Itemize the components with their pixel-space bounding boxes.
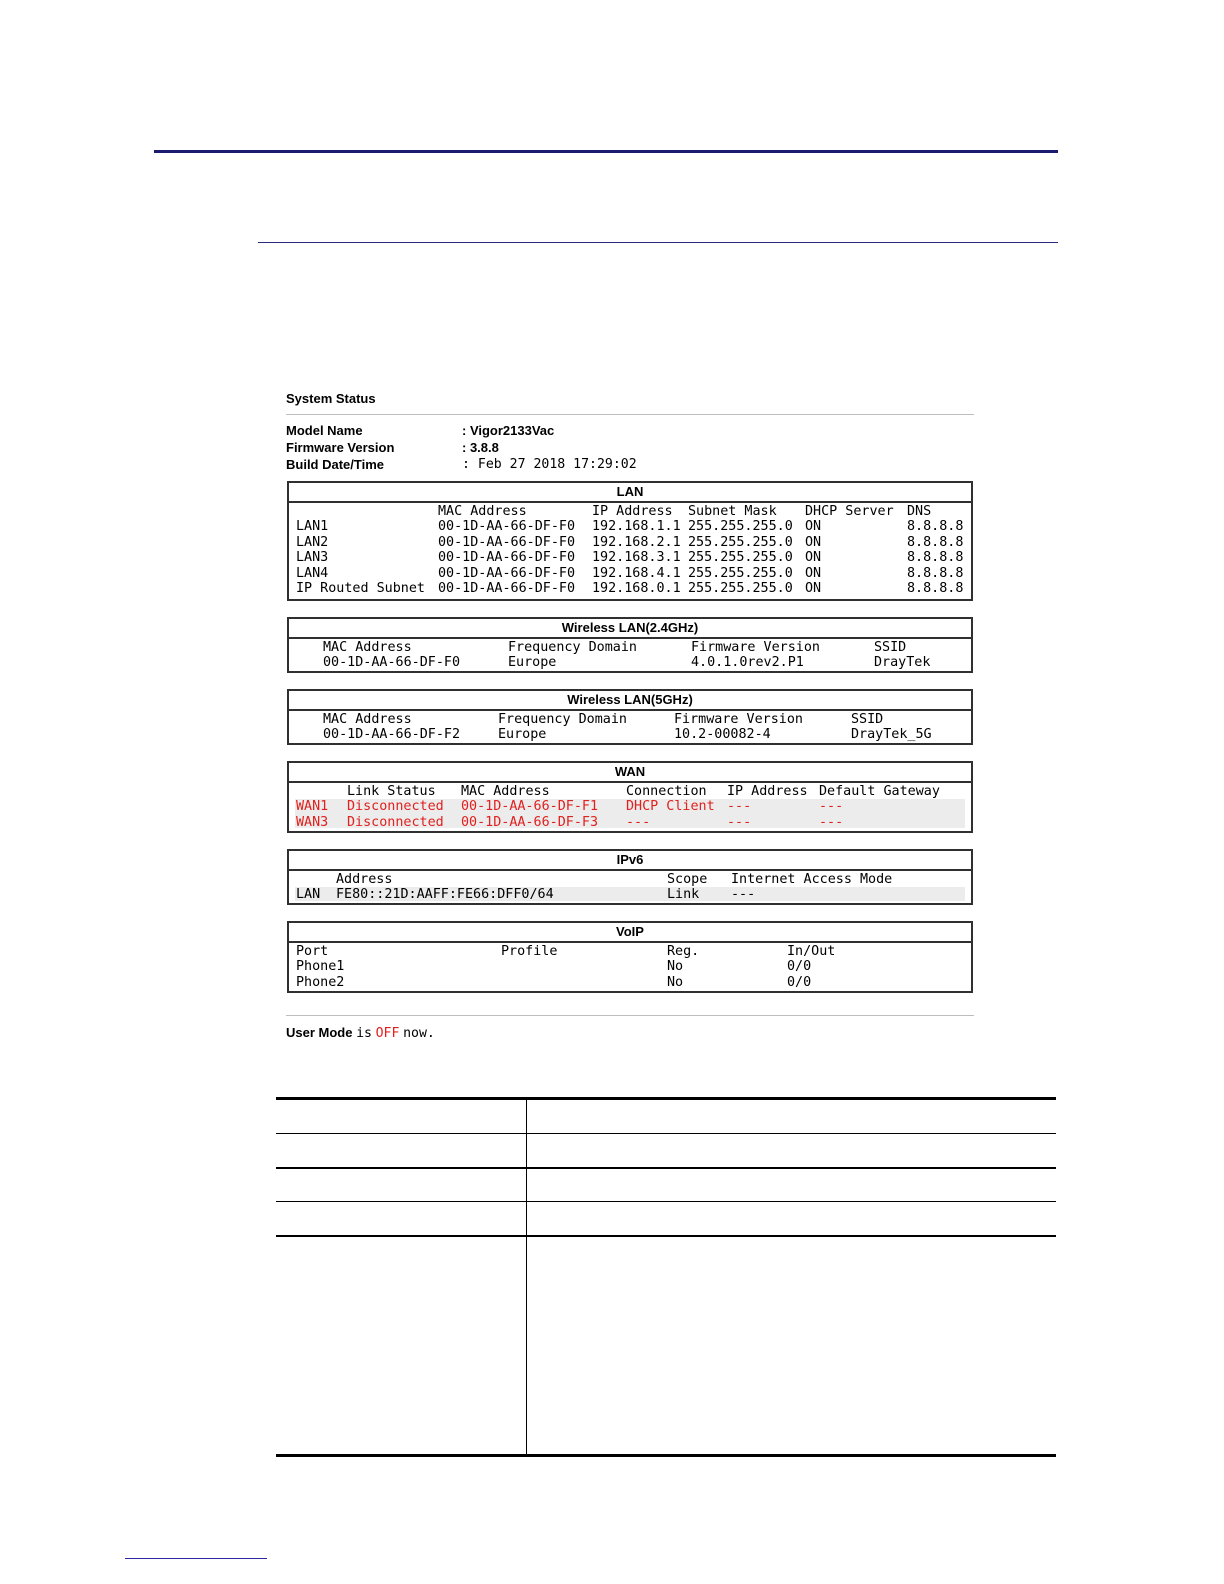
port: Phone2 — [296, 974, 345, 990]
firmware-version: 4.0.1.0rev2.P1 — [691, 655, 804, 670]
info-row-firmware — [286, 439, 974, 456]
ssid: DrayTek_5G — [851, 727, 932, 742]
column-header: DHCP Server — [805, 504, 894, 519]
subnet-mask: 255.255.255.0 — [688, 565, 793, 581]
column-header: Profile — [501, 944, 558, 959]
dns: 8.8.8.8 — [907, 534, 964, 550]
panel-title: VoIP — [289, 923, 971, 943]
mac-address: 00-1D-AA-66-DF-F1 — [461, 799, 599, 814]
wlan24-table — [289, 639, 971, 671]
column-header: MAC Address — [461, 784, 550, 799]
ip-address: 192.168.2.1 — [592, 534, 681, 550]
panel-title: WAN — [289, 763, 971, 783]
column-header: SSID — [874, 640, 907, 655]
subnet-mask: 255.255.255.0 — [688, 519, 793, 534]
panel-title: IPv6 — [289, 851, 971, 871]
wan-table — [289, 783, 971, 831]
ipv6-panel — [287, 849, 973, 905]
panel-title: Wireless LAN(2.4GHz) — [289, 619, 971, 639]
default-gateway: --- — [819, 814, 844, 830]
voip-panel — [287, 921, 973, 993]
mac-address: 00-1D-AA-66-DF-F0 — [438, 581, 576, 596]
lan-name: LAN3 — [296, 550, 329, 565]
wlan24-panel — [287, 617, 973, 673]
interface-name: LAN — [296, 887, 321, 902]
column-header: Port — [296, 944, 329, 959]
ip-address: 192.168.3.1 — [592, 550, 681, 565]
device-info — [286, 422, 974, 473]
mac-address: 00-1D-AA-66-DF-F0 — [438, 519, 576, 534]
column-header: MAC Address — [323, 712, 412, 727]
registration: No — [667, 959, 684, 974]
mac-address: 00-1D-AA-66-DF-F0 — [438, 565, 576, 581]
column-header: Connection — [626, 784, 707, 799]
registration: No — [667, 974, 684, 990]
dns: 8.8.8.8 — [907, 565, 964, 581]
ssid: DrayTek — [874, 655, 931, 670]
connection: DHCP Client — [626, 799, 715, 814]
column-header: Reg. — [667, 944, 700, 959]
column-header: Frequency Domain — [498, 712, 627, 727]
port: Phone1 — [296, 959, 345, 974]
table-column-divider — [526, 1099, 527, 1455]
dhcp-server: ON — [805, 581, 822, 596]
subnet-mask: 255.255.255.0 — [688, 581, 793, 596]
column-header: Frequency Domain — [508, 640, 637, 655]
column-header: In/Out — [787, 944, 836, 959]
mac-address: 00-1D-AA-66-DF-F0 — [438, 534, 576, 550]
ip-address: 192.168.4.1 — [592, 565, 681, 581]
info-key: Model Name — [286, 423, 363, 438]
info-key: Build Date/Time — [286, 457, 385, 472]
column-header: SSID — [851, 712, 884, 727]
info-row-build — [286, 456, 974, 473]
column-header: IP Address — [592, 504, 673, 519]
lan-name: LAN2 — [296, 534, 329, 550]
internet-access-mode: --- — [731, 887, 756, 902]
subnet-mask: 255.255.255.0 — [688, 550, 793, 565]
column-header: Address — [336, 872, 393, 887]
table-top-rule — [276, 1097, 1056, 1100]
wan-panel — [287, 761, 973, 833]
dhcp-server: ON — [805, 519, 822, 534]
frequency-domain: Europe — [498, 727, 547, 742]
page-title: System Status — [286, 391, 376, 406]
mac-address: 00-1D-AA-66-DF-F0 — [438, 550, 576, 565]
frequency-domain: Europe — [508, 655, 557, 670]
dhcp-server: ON — [805, 565, 822, 581]
column-header: Subnet Mask — [688, 504, 777, 519]
lan-table — [289, 503, 971, 599]
column-header: Scope — [667, 872, 708, 887]
scope: Link — [667, 887, 700, 902]
column-header: DNS — [907, 504, 932, 519]
header-rule — [154, 150, 1058, 153]
column-header: MAC Address — [323, 640, 412, 655]
ipv6-address: FE80::21D:AAFF:FE66:DFF0/64 — [336, 887, 554, 902]
default-gateway: --- — [819, 799, 844, 814]
wan-name: WAN3 — [296, 814, 329, 830]
column-header: MAC Address — [438, 504, 527, 519]
voip-table — [289, 943, 971, 991]
table-row-rule — [276, 1167, 1056, 1169]
info-row-model — [286, 422, 974, 439]
in-out: 0/0 — [787, 959, 812, 974]
wlan5-table — [289, 711, 971, 743]
wan-name: WAN1 — [296, 799, 329, 814]
user-mode-is: is — [356, 1026, 372, 1041]
user-mode-status — [286, 1025, 974, 1041]
system-status-screenshot — [286, 388, 974, 1041]
ipv6-table — [289, 871, 971, 903]
footnote-rule — [125, 1558, 267, 1559]
mac-address: 00-1D-AA-66-DF-F2 — [323, 727, 461, 742]
column-header: Firmware Version — [691, 640, 820, 655]
lan-name: IP Routed Subnet — [296, 581, 425, 596]
table-row-rule — [276, 1201, 1056, 1202]
subnet-mask: 255.255.255.0 — [688, 534, 793, 550]
dhcp-server: ON — [805, 534, 822, 550]
divider — [286, 414, 974, 415]
wlan5-panel — [287, 689, 973, 745]
column-header: IP Address — [727, 784, 808, 799]
lan-name: LAN1 — [296, 519, 329, 534]
column-header: Internet Access Mode — [731, 872, 893, 887]
link-status: Disconnected — [347, 799, 444, 814]
user-mode-suffix: now. — [403, 1026, 435, 1041]
link-status: Disconnected — [347, 814, 444, 830]
lan-name: LAN4 — [296, 565, 329, 581]
section-rule — [258, 242, 1058, 243]
table-bottom-rule — [276, 1454, 1056, 1457]
info-value: : 3.8.8 — [462, 440, 499, 455]
panel-title: LAN — [289, 483, 971, 503]
table-row-rule — [276, 1133, 1056, 1134]
divider — [286, 1015, 974, 1016]
mac-address: 00-1D-AA-66-DF-F3 — [461, 814, 599, 830]
mac-address: 00-1D-AA-66-DF-F0 — [323, 655, 461, 670]
user-mode-label: User Mode — [286, 1025, 353, 1040]
connection: --- — [626, 814, 651, 830]
ip-address: 192.168.0.1 — [592, 581, 681, 596]
column-header: Default Gateway — [819, 784, 940, 799]
column-header: Firmware Version — [674, 712, 803, 727]
info-key: Firmware Version — [286, 440, 395, 455]
table-row-rule — [276, 1235, 1056, 1237]
ip-address: --- — [727, 799, 752, 814]
ip-address: --- — [727, 814, 752, 830]
in-out: 0/0 — [787, 974, 812, 990]
info-value: : Vigor2133Vac — [462, 423, 555, 438]
panel-title: Wireless LAN(5GHz) — [289, 691, 971, 711]
info-value: : Feb 27 2018 17:29:02 — [462, 457, 637, 472]
dns: 8.8.8.8 — [907, 581, 964, 596]
dhcp-server: ON — [805, 550, 822, 565]
ip-address: 192.168.1.1 — [592, 519, 681, 534]
user-mode-state: OFF — [375, 1026, 400, 1041]
firmware-version: 10.2-00082-4 — [674, 727, 771, 742]
lan-panel — [287, 481, 973, 601]
dns: 8.8.8.8 — [907, 550, 964, 565]
dns: 8.8.8.8 — [907, 519, 964, 534]
column-header: Link Status — [347, 784, 436, 799]
